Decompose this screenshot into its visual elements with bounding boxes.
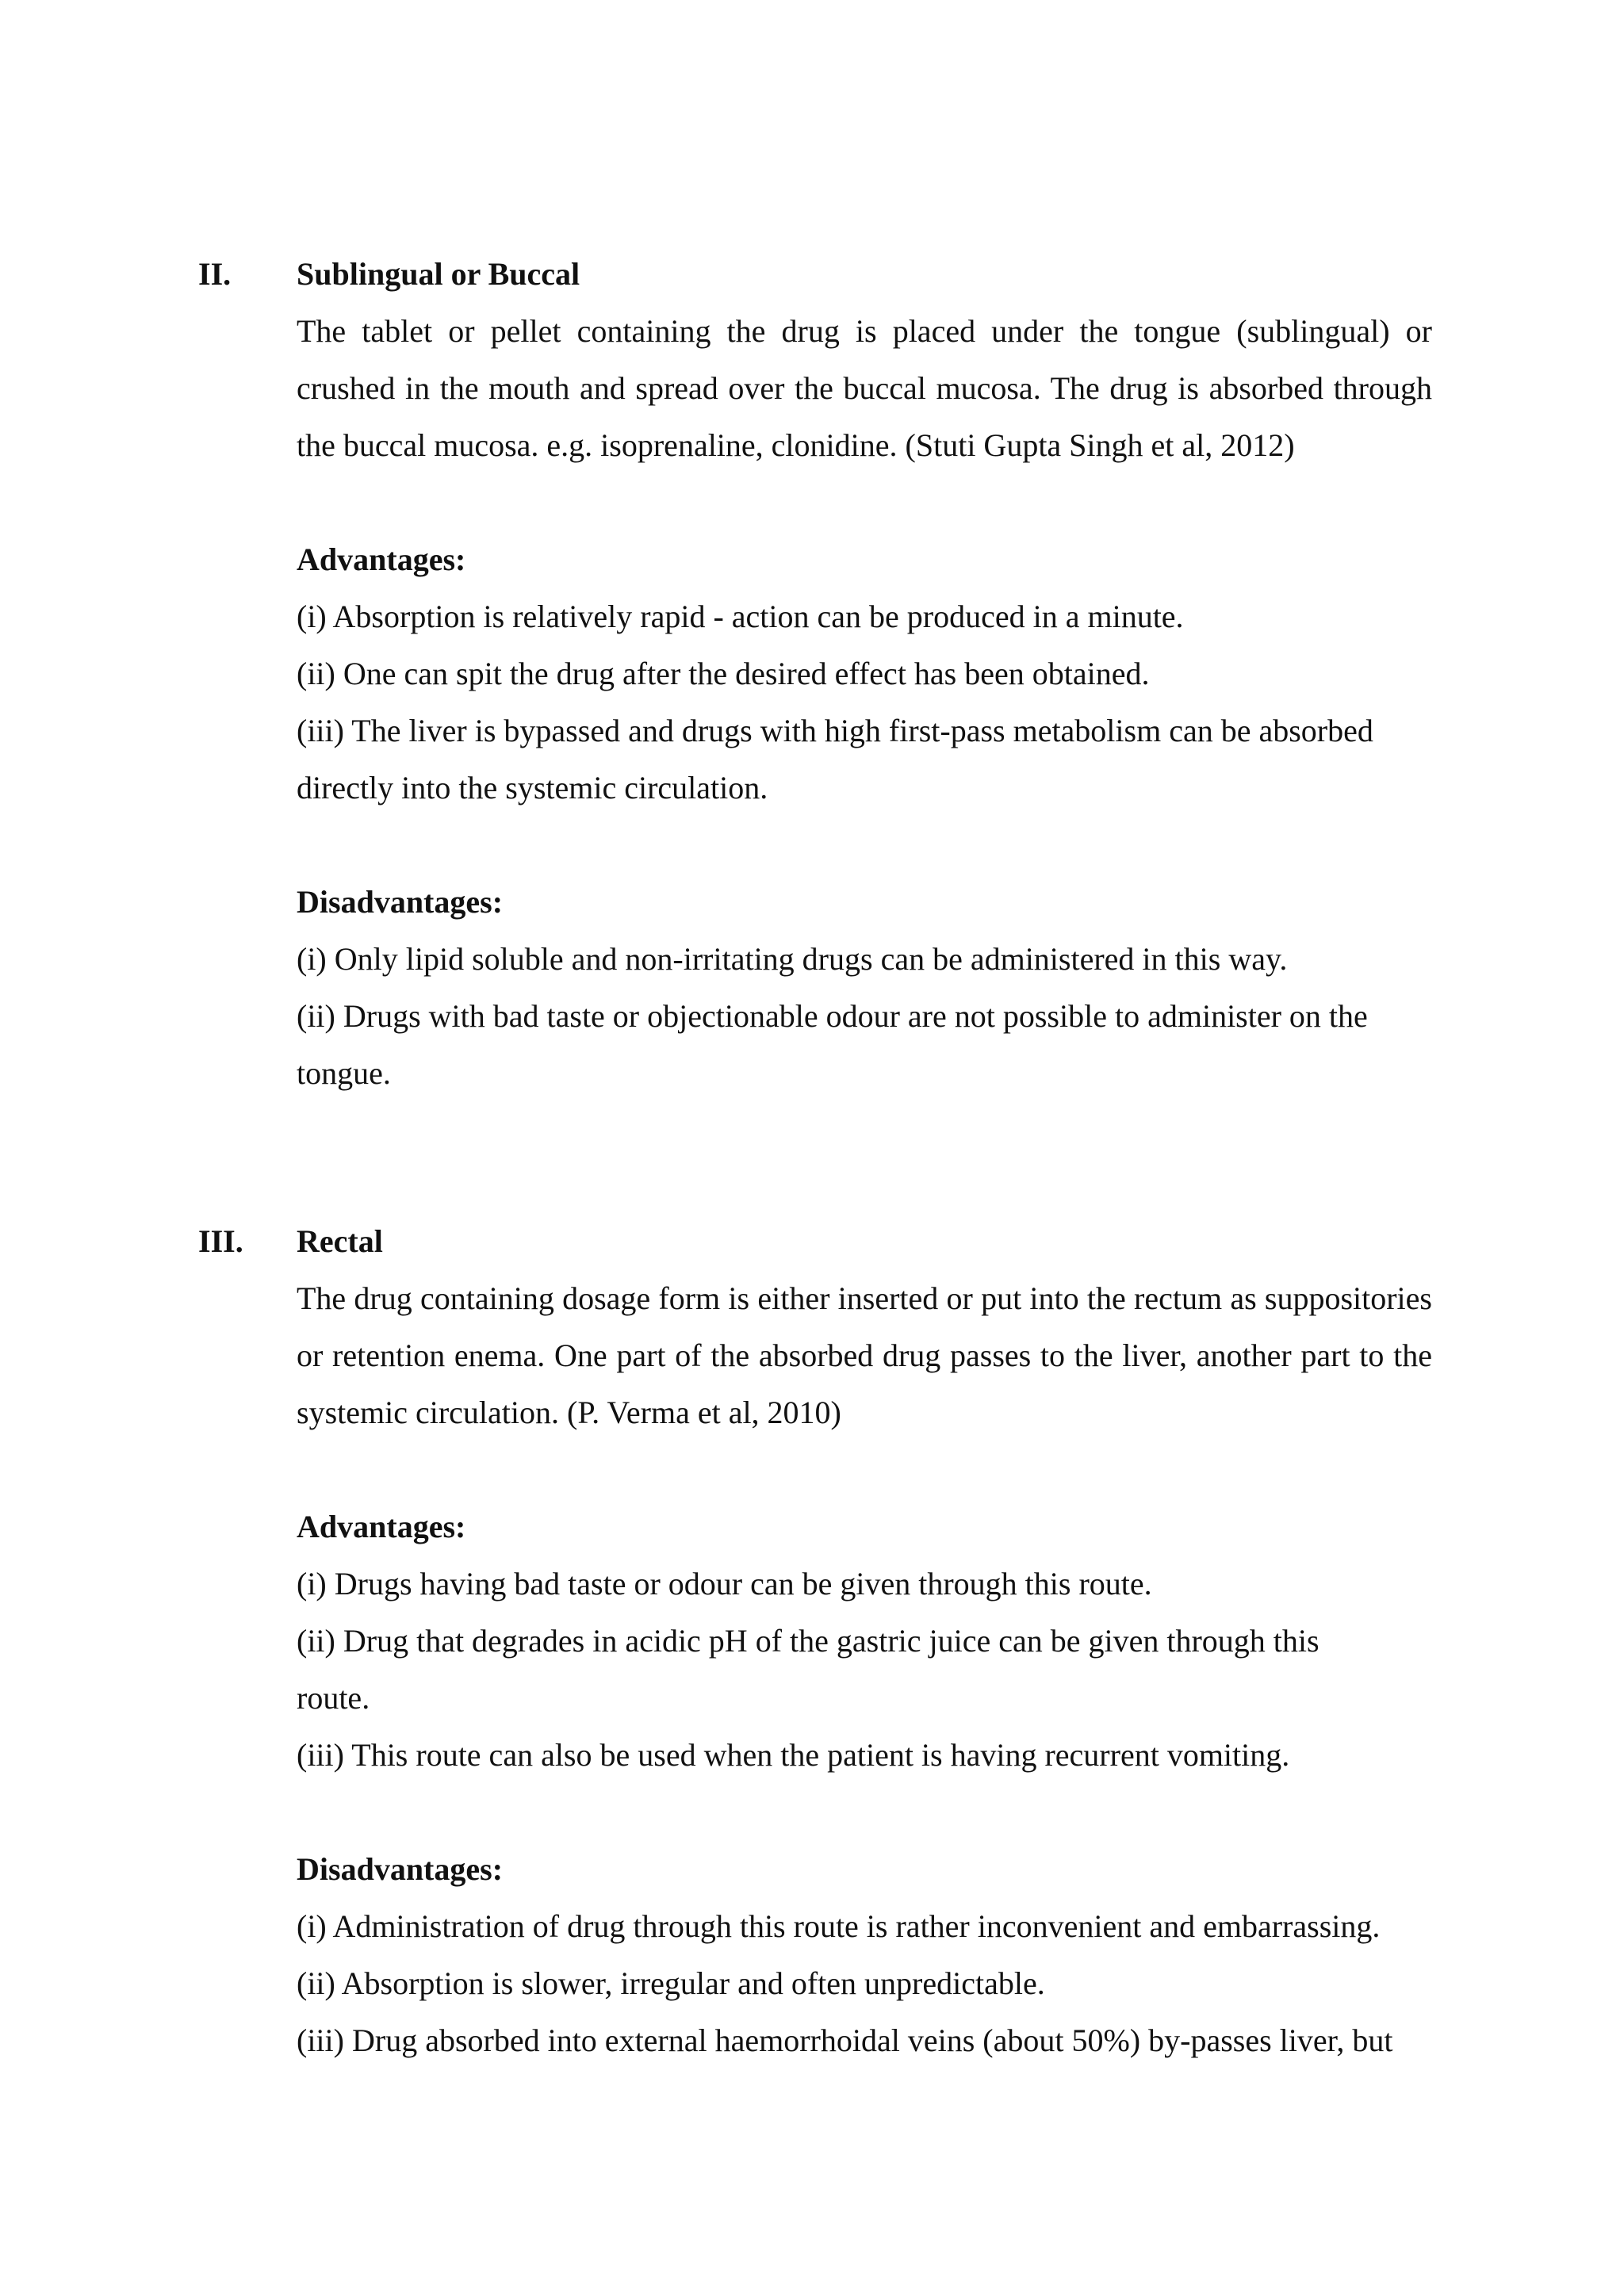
section-sublingual [297,246,1432,1102]
advantages-heading: Advantages: [297,1509,466,1544]
list-item: (ii) Drugs with bad taste or objectionable odour are not possible to administer on the tongue. [297,998,1368,1091]
list-item: (i) Absorption is relatively rapid - action can be produced in a minute. [297,599,1184,634]
list-item: (ii) Absorption is slower, irregular and often unpredictable. [297,1965,1045,2001]
advantages-heading: Advantages: [297,541,466,577]
section-title: Rectal [297,1223,383,1259]
section-title: Sublingual or Buccal [297,256,580,292]
list-item: (ii) Drug that degrades in acidic pH of the gastric juice can be given through this route. [297,1623,1320,1716]
list-item: (iii) The liver is bypassed and drugs with high first-pass metabolism can be absorbed directly into the systemic circulation. [297,713,1373,806]
disadvantages-heading: Disadvantages: [297,884,504,920]
section-body: The drug containing dosage form is either inserted or put into the rectum as suppositories or retention enema. One part of the absorbed drug passes to the liver, another part to the systemic circulation. (P. Verma et al, 2010) [297,1280,1432,1430]
section-body: The tablet or pellet containing the drug is placed under the tongue (sublingual) or crushed in the mouth and spread over the buccal mucosa. The drug is absorbed through the buccal mucosa. e.g. isoprenaline, clonidine. (Stuti Gupta Singh et al, 2012) [297,313,1432,463]
disadvantages-heading: Disadvantages: [297,1851,504,1887]
list-item: (i) Only lipid soluble and non-irritating drugs can be administered in this way. [297,941,1288,977]
list-item: (i) Administration of drug through this route is rather inconvenient and embarrassing. [297,1908,1381,1944]
section-rectal [297,1213,1432,2069]
list-item: (iii) This route can also be used when the patient is having recurrent vomiting. [297,1737,1290,1773]
list-item: (iii) Drug absorbed into external haemorrhoidal veins (about 50%) by-passes liver, but [297,2022,1393,2058]
section-numeral: II. [198,256,232,292]
list-item: (i) Drugs having bad taste or odour can be given through this route. [297,1566,1152,1601]
section-numeral: III. [198,1223,243,1259]
list-item: (ii) One can spit the drug after the desired effect has been obtained. [297,656,1150,691]
